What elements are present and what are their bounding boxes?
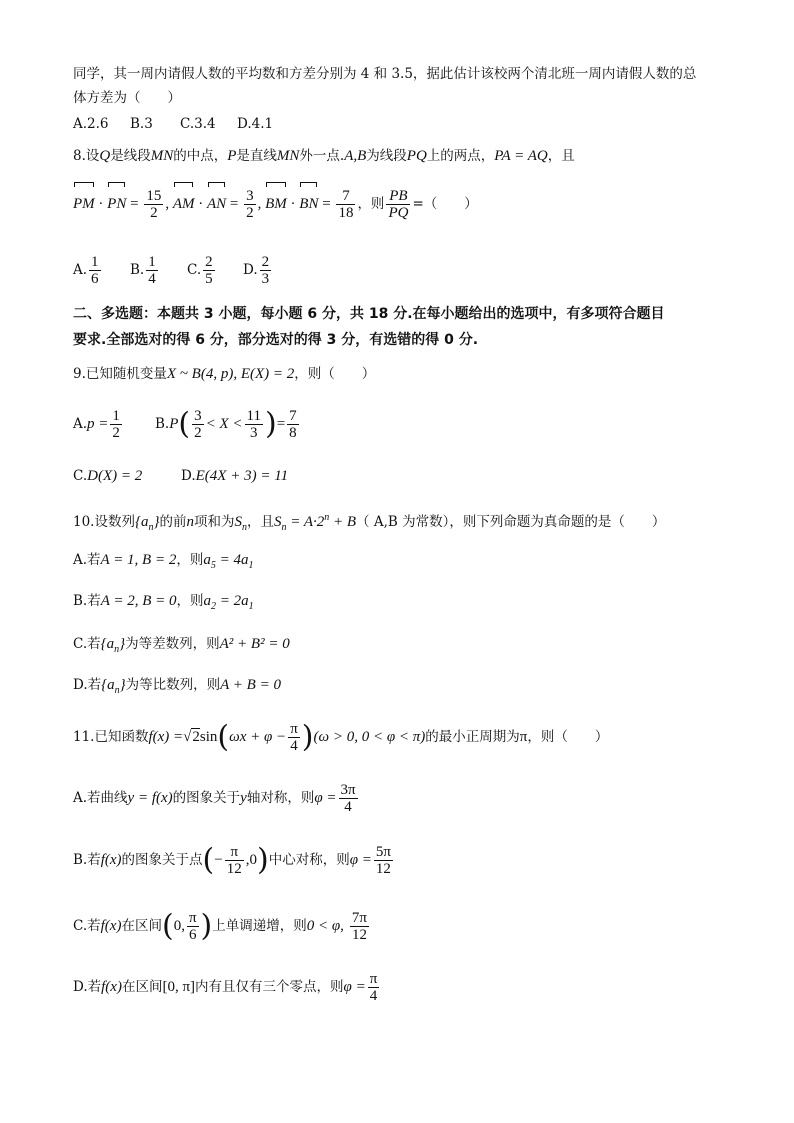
q8-segment-mn: MN (150, 148, 174, 164)
q8-option-d: D. $\frac{2}{3}$ (243, 254, 270, 287)
q7-option-c: C.3.4 (180, 116, 216, 132)
q8-points-ab: A,B (344, 148, 367, 164)
q11-option-a: A.若曲线y = f(x)的图象关于y轴对称，则φ = $\frac{3\pi}{4}$ (73, 782, 356, 815)
q7-stem-line2: 体方差为（ ） (73, 90, 181, 106)
q11-condition: (ω > 0, 0 < φ < π) (313, 729, 426, 745)
q10-sn: $S_n$ (234, 514, 247, 533)
q9-option-d: D.E(4X + 3) = 11 (181, 468, 289, 484)
q11-text: ，则（ ） (527, 729, 609, 745)
q7-options (73, 114, 273, 134)
q8-option-a: A. $\frac{1}{6}$ (73, 254, 99, 287)
q10-option-c: C.若$\{a_n\}$为等差数列，则A² + B² = 0 (73, 636, 290, 655)
q8-stem-line2: PM · PN = $\frac{15}{2}$ , AM · AN = $\frac{3}{2}$ , BM · BN = $\frac{7}{18}$ ，则 $\frac{PB}{PQ}$ =（ ） (73, 188, 478, 221)
q8-text: 为线段 (366, 148, 407, 164)
q8-option-c: C. $\frac{2}{5}$ (187, 254, 213, 287)
q10-text: ，且 (246, 514, 274, 530)
q8-stem-line1 (73, 146, 575, 166)
sqrt-value: 2 (192, 729, 200, 745)
q8-line-mn: MN (276, 148, 300, 164)
q7-stem-line1: 同学，其一周内请假人数的平均数和方差分别为 4 和 3.5，据此估计该校两个清北班一周内请假人数的总 (73, 66, 697, 82)
q11-pi: π (519, 729, 528, 745)
sqrt-icon: √ (183, 729, 192, 745)
sequence-an: $\{a_n\}$ (134, 514, 160, 533)
q8-number: 8. (73, 148, 86, 164)
fraction: $\frac{3}{2}$ (246, 188, 254, 221)
q10-formula: $S_n = A\cdot 2^n + B$ (273, 512, 357, 533)
section-2-heading-line1: 二、多选题：本题共 3 小题，每小题 6 分，共 18 分.在每小题给出的选项中，有多项符合题目 (73, 306, 665, 322)
q8-option-b: B. $\frac{1}{4}$ (130, 254, 156, 287)
q8-text: 外一点. (299, 148, 345, 164)
q11-text: 11.已知函数 (73, 729, 149, 745)
vector-bn: BN (299, 186, 318, 222)
fraction-pb-pq: $\frac{PB}{PQ}$ (388, 188, 409, 221)
q8-text: =（ ） (412, 196, 478, 212)
q10-text: 项和为 (193, 514, 235, 530)
q8-point-q: Q (99, 148, 111, 164)
q8-text: 上的两点， (426, 148, 495, 164)
q9-option-b: B.P( $\frac{3}{2}$ < X < $\frac{11}{3}$ )= $\frac{7}{8}$ (155, 406, 297, 442)
vector-bm: BM (265, 186, 287, 222)
q11-option-b: B.若f(x)的图象关于点(− $\frac{\pi}{12}$ ,0)中心对称，则φ = $\frac{5\pi}{12}$ (73, 842, 391, 878)
section-2-heading-line2: 要求.全部选对的得 6 分，部分选对的得 3 分，有选错的得 0 分. (73, 332, 479, 348)
q11-stem: 11.已知函数f(x) =√2sin(ωx + φ − $\frac{\pi}{4}$ )(ω > 0, 0 < φ < π)的最小正周期为π，则（ ） (73, 719, 609, 755)
q7-option-d: D.4.1 (237, 116, 274, 132)
q8-text: 设 (85, 148, 100, 164)
q9-text: ，则（ ） (294, 366, 376, 382)
vector-an: AN (207, 186, 226, 222)
q11-option-c: C.若f(x)在区间(0, $\frac{\pi}{6}$ )上单调递增，则0 < φ, $\frac{7\pi}{12}$ (73, 908, 367, 944)
q10-option-a: A.若A = 1, B = 2，则$a_5 = 4a_1$ (73, 552, 254, 571)
q9-option-a: A.p = $\frac{1}{2}$ (73, 408, 120, 441)
q8-text: 是线段 (110, 148, 151, 164)
q9-options-ab (73, 404, 301, 444)
q9-math: X ~ B(4, p), E(X) = 2 (166, 366, 295, 382)
q9-option-c: C.D(X) = 2 (73, 468, 143, 484)
fraction: $\frac{7}{18}$ (338, 188, 354, 221)
q10-option-d: D.若$\{a_n\}$为等比数列，则A + B = 0 (73, 677, 281, 696)
vector-pm: PM (73, 186, 95, 222)
fraction: $\frac{\pi}{4}$ (290, 721, 298, 754)
q11-option-d: D.若f(x)在区间[0, π]内有且仅有三个零点，则φ = $\frac{\pi}{4}$ (73, 971, 378, 1004)
q9-text: 9.已知随机变量 (73, 366, 167, 382)
q10-n: n (186, 514, 194, 530)
q10-text: （ A,B 为常数），则下列命题为真命题的是（ ） (356, 514, 666, 530)
q10-stem (73, 508, 665, 538)
q8-options (73, 252, 273, 288)
vector-pn: PN (107, 186, 126, 222)
q9-options-cd (73, 466, 288, 486)
q8-point-p: P (227, 148, 237, 164)
q8-text: ，则 (357, 196, 385, 212)
q11-fx: f(x) = (148, 729, 184, 745)
q8-condition: PA = AQ (494, 148, 548, 164)
vector-am: AM (173, 186, 195, 222)
q10-text: 的前 (159, 514, 187, 530)
q7-option-a: A.2.6 (73, 116, 109, 132)
q8-text: 是直线 (236, 148, 277, 164)
fraction: $\frac{15}{2}$ (146, 188, 162, 221)
q9-stem (73, 364, 375, 384)
q8-segment-pq: PQ (406, 148, 427, 164)
q11-text: 的最小正周期为 (425, 729, 520, 745)
q7-option-b: B.3 (130, 116, 153, 132)
q8-text: 的中点， (173, 148, 228, 164)
q8-text: ，且 (547, 148, 575, 164)
q11-sin: sin (199, 729, 218, 745)
q10-option-b: B.若A = 2, B = 0，则$a_2 = 2a_1$ (73, 593, 254, 612)
q10-text: 10.设数列 (73, 514, 135, 530)
q11-inner: ωx + φ − (229, 729, 287, 745)
